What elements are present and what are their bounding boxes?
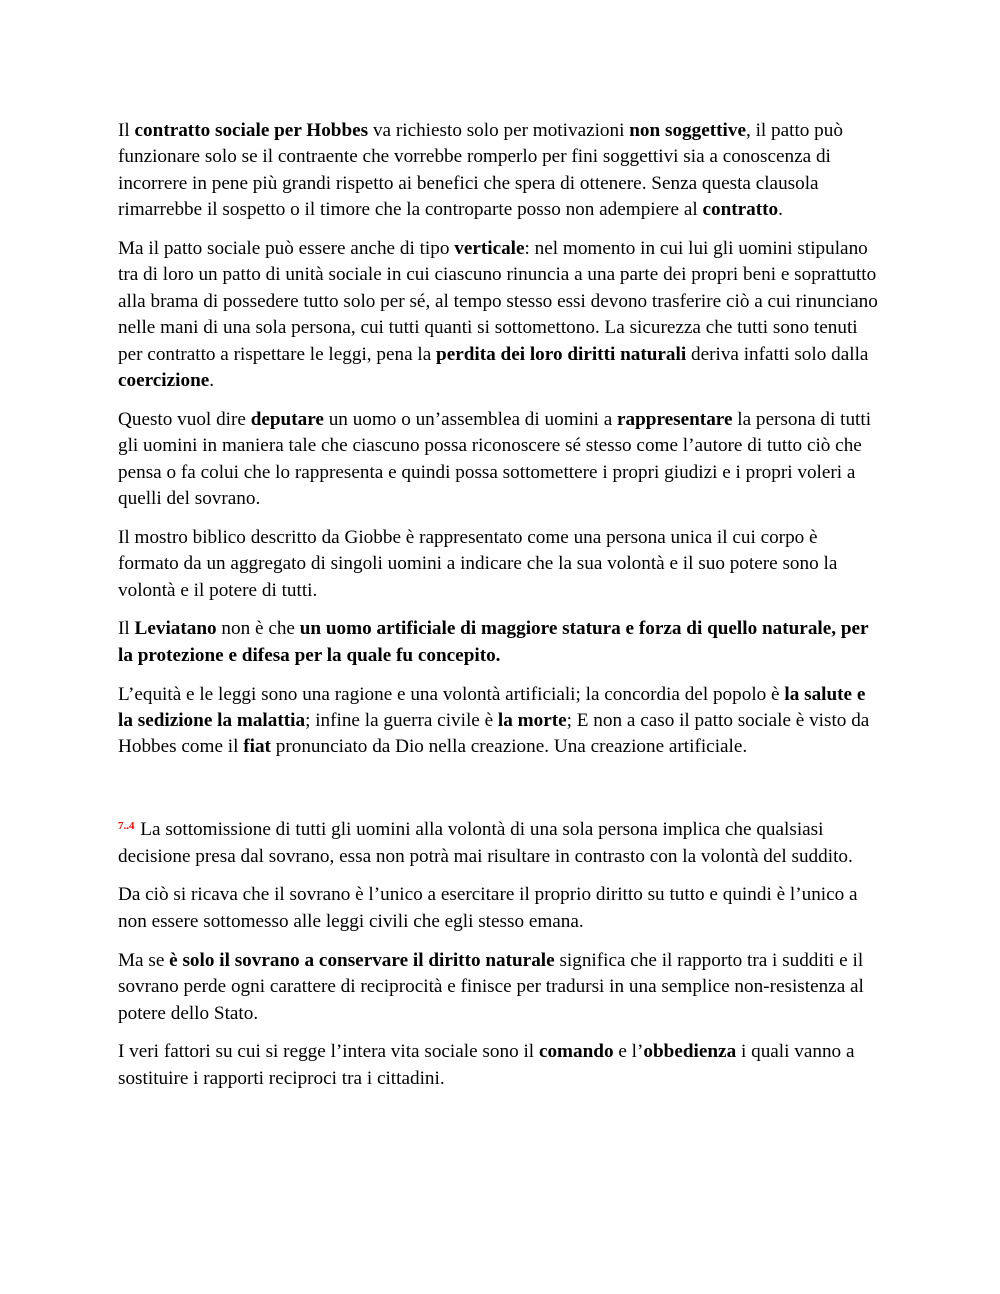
bold-term: fiat [243,736,271,758]
bold-term: Leviatano [134,618,217,640]
section-spacer [118,773,882,817]
bold-term: verticale [454,238,525,260]
bold-term: rappresentare [617,408,733,430]
bold-term: coercizione [118,370,210,392]
bold-term: non soggettive [629,120,746,141]
paragraph-patto-verticale: Ma il patto sociale può essere anche di tipo verticale: nel momento in cui lui gli uomini stipulano tra di loro un patto di unità sociale in cui ciascuno rinuncia a una parte dei propri beni e soprattutto alla brama di possedere tutto solo per sé, al tempo stesso essi devono trasferire ciò a cui rinunciano nelle mani di una sola persona, cui tutti quanti si sottomettono. La sicurezza che tutti sono tenuti per contratto a rispettare le leggi, pena la perdita dei loro diritti naturali deriva infatti solo dalla coercizione. [118,238,878,392]
section-marker: 7..4 [118,820,135,833]
paragraph-diritto-naturale: Ma se è solo il sovrano a conservare il diritto naturale significa che il rapporto tra i sudditi e il sovrano perde ogni carattere di reciprocità e finisce per tradursi in una semplice non-resistenza al potere dello Stato. [118,949,864,1024]
bold-term: deputare [250,408,324,430]
bold-term: un uomo artificiale di maggiore statura e forza di quello naturale, per la protezione e difesa per la quale fu concepito. [118,618,869,666]
bold-term: è solo il sovrano a conservare il diritto naturale [169,949,555,971]
bold-term: la salute e la sedizione la malattia [118,683,866,732]
paragraph-sottomissione: $^{7..4}$ La sottomissione di tutti gli uomini alla volontà di una sola persona implica che qualsiasi decisione presa dal sovrano, essa non potrà mai risultare in contrasto con la volontà del suddito. [118,819,853,867]
paragraph-leviatano: Il Leviatano non è che un uomo artificiale di maggiore statura e forza di quello naturale, per la protezione e difesa per la quale fu concepito. [118,618,869,666]
bold-term: la morte [497,710,567,732]
paragraph-contratto-sociale: Il contratto sociale per Hobbes va richiesto solo per motivazioni non soggettive, il patto può funzionare solo se il contraente che vorrebbe romperlo per fini soggettivi sia a conoscenza di incorrere in pene più grandi rispetto ai benefici che spera di ottenere. Senza questa clausola rimarrebbe il sospetto o il timore che la controparte posso non adempiere al contratto. [118,120,843,221]
paragraph-sovrano-unico: Da ciò si ricava che il sovrano è l’unico a esercitare il proprio diritto su tutto e quindi è l’unico a non essere sottomesso alle leggi civili che egli stesso emana. [118,884,858,932]
paragraph-rappresentare: Questo vuol dire deputare un uomo o un’assemblea di uomini a rappresentare la persona di tutti gli uomini in maniera tale che ciascuno possa riconoscere sé stesso come l’autore di tutto ciò che pensa o fa colui che lo rappresenta e quindi possa sottomettere i propri giudizi e i propri voleri a quelli del sovrano. [118,408,872,510]
bold-term: perdita dei loro diritti naturali [436,343,687,365]
paragraph-comando-obbedienza: I veri fattori su cui si regge l’intera vita sociale sono il comando e l’obbedienza i quali vanno a sostituire i rapporti reciproci tra i cittadini. [118,1041,855,1089]
bold-term: comando [538,1041,614,1063]
bold-term: contratto [702,199,779,221]
paragraph-equita-leggi: L’equità e le leggi sono una ragione e una volontà artificiali; la concordia del popolo è la salute e la sedizione la malattia; infine la guerra civile è la morte; E non a caso il patto sociale è visto da Hobbes come il fiat pronunciato da Dio nella creazione. Una creazione artificiale. [118,683,870,758]
bold-term: contratto sociale per Hobbes [134,120,369,141]
paragraph-mostro-biblico: Il mostro biblico descritto da Giobbe è rappresentato come una persona unica il cui corpo è formato da un aggregato di singoli uomini a indicare che la sua volontà e il suo potere sono la volontà e il potere di tutti. [118,526,838,601]
bold-term: obbedienza [643,1041,737,1063]
